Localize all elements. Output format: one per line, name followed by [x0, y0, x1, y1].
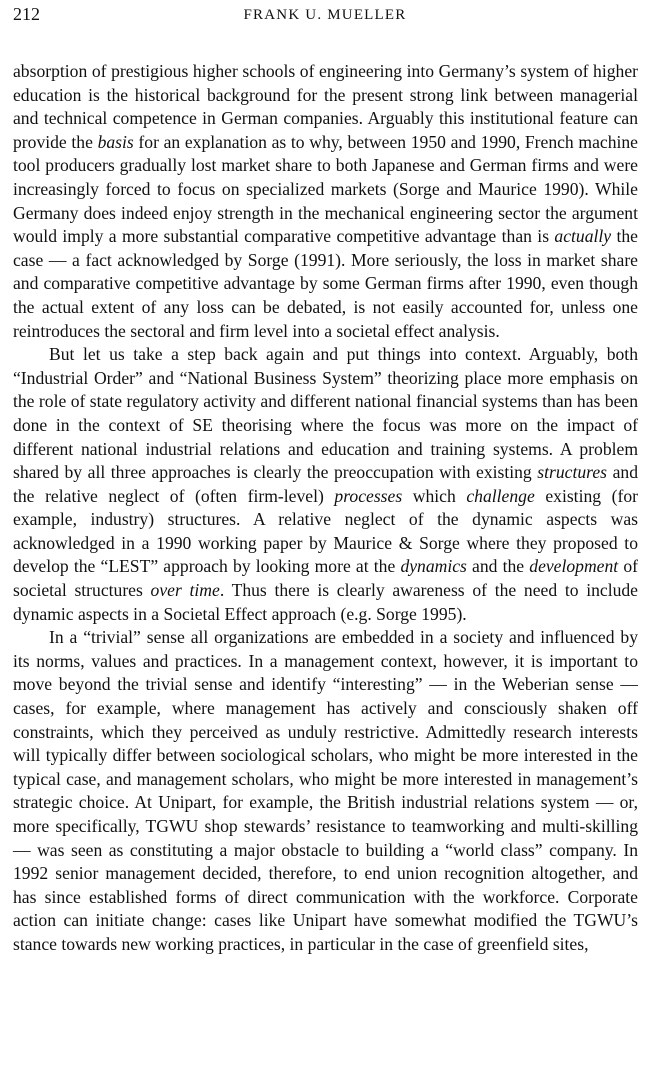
text-run: But let us take a step back again and put things into context. Arguably, both “Industrial Order” and “National Business System” theorizing place more emphasis on the role of state regulatory activity and different national financial systems than has been done in the context of SE theorising where the focus was more on the impact of different national industrial relations and education and training systems. A problem shared by all three approaches is clearly the preoccupation with existing	[13, 344, 638, 483]
text-run: and the	[466, 556, 530, 577]
text-run: existing (for example, industry) structures. A relative neglect of the dynamic aspects was acknowledged in a 1990 working paper by Maurice & Sorge where they proposed to develop the “LEST” approach by looking more at the	[13, 485, 639, 577]
body-text	[13, 60, 638, 957]
text-run: absorption of prestigious higher schools of engineering into Germany’s system of higher education is the historical background for the present strong link between managerial and technical competence in German companies. Arguably this institutional feature can provide the	[13, 61, 638, 152]
text-run: In a “trivial” sense all organizations are embedded in a society and influenced by its norms, values and practices. In a management context, however, it is important to move beyond the trivial sense and identify “interesting” — in the Weberian sense — cases, for example, where management has actively and consciously shaken off constraints, which they perceived as unduly restrictive. Admittedly research interests will typically differ between sociological scholars, who might be more interested in the typical case, and management scholars, who might be more interested in management’s strategic choice. At Unipart, for example, the British industrial relations system — or, more specifically, TGWU shop stewards’ resistance to teamworking and multi-skilling — was seen as constituting a major obstacle to building a “world class” company. In 1992 senior management decided, therefore, to end union recognition altogether, and has since established forms of direct communication with the workforce. Corporate action can initiate change: cases like Unipart have somewhat modified the TGWU’s stance towards new working practices, in particular in the case of greenfield sites,	[13, 627, 638, 954]
italic-text-run: challenge	[466, 485, 535, 506]
italic-text-run: development	[529, 556, 619, 577]
italic-text-run: dynamics	[400, 556, 467, 577]
text-run: the case — a fact acknowledged by Sorge (1991). More seriously, the loss in market share and comparative competitive advantage by some German firms after 1990, even though the actual extent of any loss can be debated, is not easily accounted for, unless one reintroduces the sectoral and firm level into a societal effect analysis.	[13, 226, 638, 341]
text-run: . Thus there is clearly awareness of the need to include dynamic aspects in a Societal Effect approach (e.g. Sorge 1995).	[13, 580, 638, 624]
italic-text-run: processes	[334, 485, 403, 506]
italic-text-run: over time	[150, 580, 220, 601]
text-run: and the relative neglect of (often firm-level)	[13, 462, 638, 506]
running-head: FRANK U. MUELLER	[243, 7, 407, 23]
text-run: of societal structures	[13, 556, 638, 601]
page-header	[13, 4, 637, 28]
page-number: 212	[13, 4, 40, 24]
italic-text-run: basis	[97, 131, 134, 152]
paragraph	[13, 343, 638, 626]
italic-text-run: actually	[554, 226, 612, 247]
text-run: which	[402, 485, 467, 506]
italic-text-run: structures	[537, 462, 608, 483]
paragraph	[13, 60, 638, 343]
paragraph	[13, 626, 638, 956]
text-run: for an explanation as to why, between 1950 and 1990, French machine tool producers gradually lost market share to both Japanese and German firms and were increasingly forced to focus on specialized markets (Sorge and Maurice 1990). While Germany does indeed enjoy strength in the mechanical engineering sector the argument would imply a more substantial comparative competitive advantage than is	[13, 131, 638, 247]
